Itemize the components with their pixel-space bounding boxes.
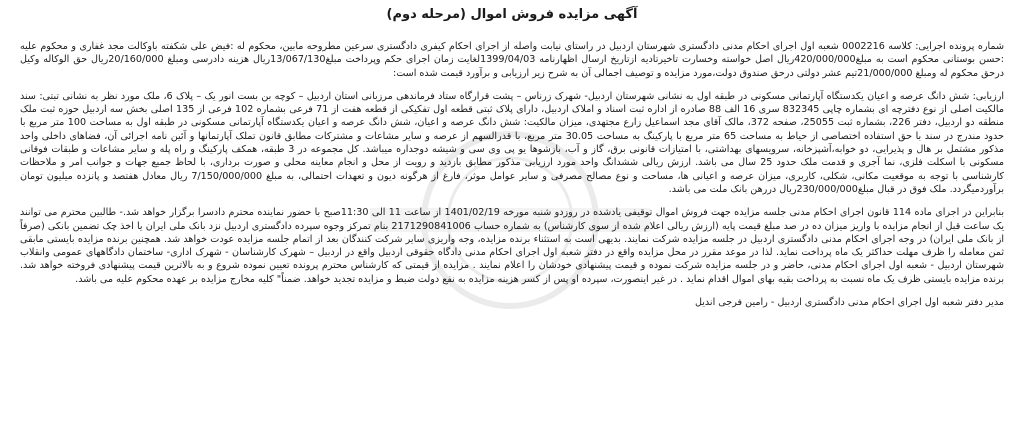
auction-terms-paragraph: بنابراین در اجرای ماده 114 قانون اجرای احکام مدنی جلسه مزایده جهت فروش اموال توقیفی یادشده در روزدو شنبه مورخه 1401/02/19 از ساعت 11 الی 11:30صبح با حضور نماینده محترم دادسرا برگزار خواهد شد.- طالبین محترم می توانند یک ساعت قبل از انجام مزایده با واریز میزان ده در صد مبلغ قیمت پایه (ارزش ریالی اعلام شده از سوی کارشناس) به شماره حساب 2171290841006 بنام تمرکز وجوه سپرده دادگستری اردبیل نزد بانک ملی ایران یا اخذ چک تضمین بانکی (صرفاً از بانک ملی ایران) در وجه اجرای احکام مدنی دادگستری اردبیل در جلسه مزایده شرکت نمایند. بدیهی است به استثناء برنده مزایده، وجه واریزی سایر شرکت کنندگان بعد از اتمام جلسه مزایده عودت خواهد شد. همچنین برنده مزایده بایستی مابقی ثمن معامله را ظرف مهلت حداکثر یک ماه پرداخت نماید. لذا در موعد مقرر در محل مزایده واقع در دفتر شعبه اول اجرای احکام مدنی دادگاه حقوقی اردبیل واقع در اردبیل – شهرک کارشناسان - شهرک اداری- ساختمان دادگاههای عمومی وانقلاب شهرستان اردبیل - شعبه اول اجرای احکام مدنی، حاضر و در جلسه مزایده شرکت نموده و قیمت پیشنهادی خودشان را اعلام نمایند . مزایده از قیمتی که کارشناس محترم پرونده تعیین نموده شروع و به بالاترین قیمت پیشنهادی فروخته خواهد شد. برنده مزایده بایستی ظرف یک ماه نسبت به پرداخت بقیه بهای اموال اقدام نماید . در غیر اینصورت، سپرده او پس از کسر هزینه مزایده به نفع دولت ضبط و مزایده تجدید خواهد. ضمناً" کلیه مخارج مزایده بر عهده محکوم علیه می باشد. — [20, 207, 1004, 285]
signature-line: مدیر دفتر شعبه اول اجرای احکام مدنی دادگستری اردبیل - رامین فرجی اندیل — [694, 297, 1004, 309]
case-paragraph: شماره پرونده اجرایی: کلاسه 0002216 شعبه اول اجرای احکام مدنی دادگستری شهرستان اردبیل در راستای نیابت واصله از اجرای احکام کیفری دادگستری سرعین مطروحه مابین، محکوم له :فیض علی شکفته باوکالت مجد غفاری و محکوم علیه :حسن بوستانی محکوم است به مبلغ420/000/000ریال اصل خواسته وخسارت تاخیرتادیه ازتاریخ ارسال اظهارنامه 1399/04/03لغایت زمان اجرای حکم وپرداخت مبلغ13/067/130ریال هزینه دادرسی ومبلغ 20/160/000ریال حق الوکاله وکیل درحق محکوم له ومبلغ 21/000/000تیم عشر دولتی درحق صندوق دولت،مورد مزایده و توصیف اجمالی آن به شرح زیر ارزیابی و برآورد قیمت شده است: — [20, 41, 1004, 79]
notice-title: آگهی مزایده فروش اموال (مرحله دوم) — [386, 7, 638, 22]
appraisal-paragraph: ارزیابی: شش دانگ عرصه و اعیان یکدستگاه آپارتمانی مسکونی در طبقه اول به نشانی شهرستان اردبیل- شهرک زرناس – پشت قرارگاه ستاد فرماندهی مرزبانی استان اردبیل – کوچه بن بست انور یک – پلاک 6، ملک مورد نظر به نشانی تبتی: سند مالکیت اصلی از نوع دفترچه ای بشماره چاپی 832345 سری 16 الف 88 صادره از اداره ثبت اسناد و املاک اردبیل، دارای پلاک ثبتی قطعه اول تفکیکی از قطعه هفت از 71 فرعی بشماره 102 فرعی از 135 اصلی بخش سه اردبیل حوزه ثبت ملک منطقه دو اردبیل، دفتر 226، بشماره ثبت 25055، صفحه 372، مالک آقای مجد اسماعیل زارع مجتهدی، میزان مالکیت: شش دانگ عرصه و اعیان، شش دانگ عرصه و اعیان یکدستگاه آپارتمانی مسکونی در طبقه اول به مساحت 100 متر مربع با حدود مندرج در سند با حق استفاده اختصاصی از حیاط به مساحت 65 متر مربع با پارکینگ به مساحت 30.05 متر مربع، با قدرالسهم از عرصه و سایر مشاعات و مشترکات مطابق قانون تملک آپارتمانها و آئین نامه اجرائی آن، فضاهای داخلی واحد مذکور مشتمل بر هال و پذیرایی، دو خوابه،آشپزخانه، سرویسهای بهداشتی، با امتیازات قانونی برق، گاز و آب، بازشوها یو پی وی سی و شیشه دوجداره میباشد. کل مجموعه در 3 طبقه، همکف پارکینگ و راه پله و سایر مشاعات و طبقات فوقانی مسکونی با اسکلت فلزی، نما آجری و قدمت ملک حدود 25 سال می باشد. ارزش ریالی ششدانگ واحد مورد ارزیابی مذکور مطابق بازدید و رویت از محل و انجام معاینه محلی و صورت برداری، با لحاظ جمیع جهات و جوانب امر و ملاحظات کارشناسی با توجه به موقعیت مکانی، شکلی، کاربری، میزان عرصه و اعیانی ها، مساحت و نوع مصالح مصرفی و سایر عوامل موثر، فارغ از هرگونه دیون و تعهدات احتمالی، به مبلغ 7/150/000/000 ریال معادل هفتصد و پانزده میلیون تومان برآوردمیگردد. ملک فوق در قبال مبلغ230/000/000ریال دررهن بانک ملت می باشد. — [20, 90, 1005, 195]
